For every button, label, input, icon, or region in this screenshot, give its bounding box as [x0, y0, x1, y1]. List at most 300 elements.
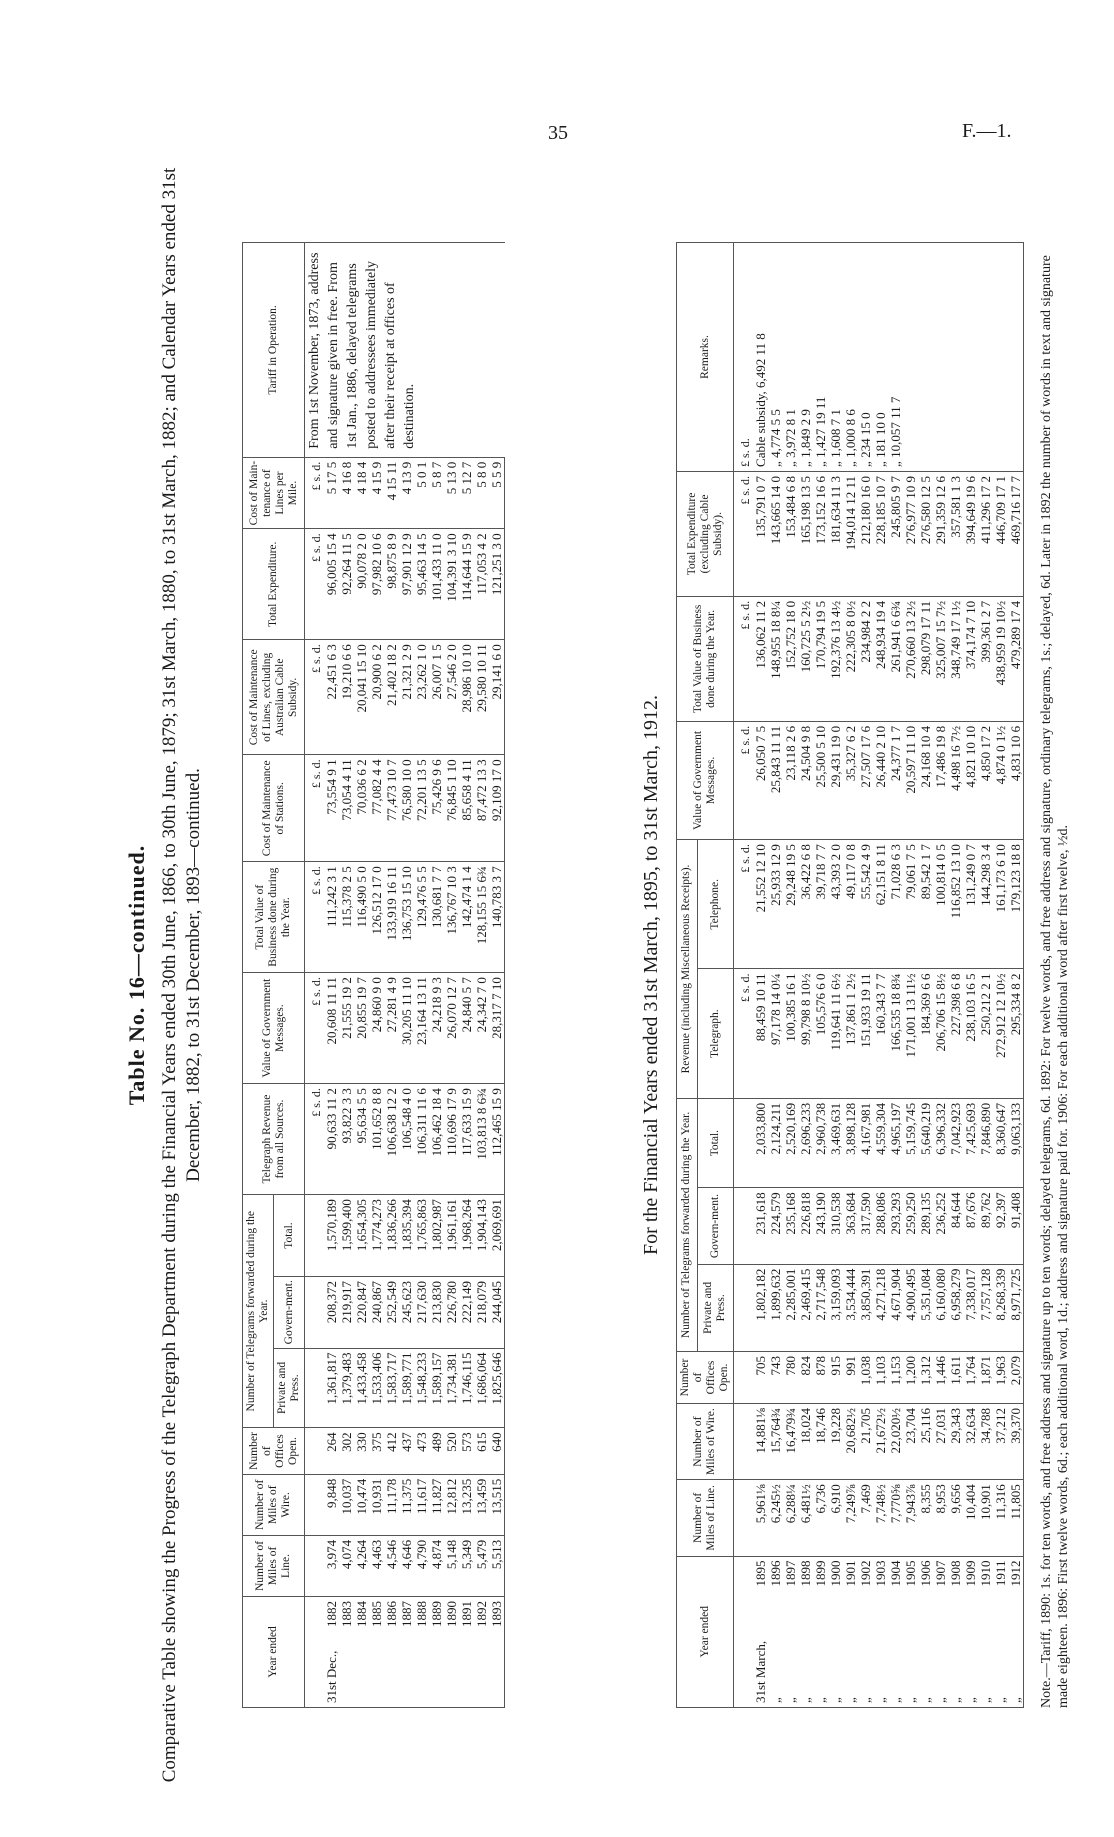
year-label: 1888	[414, 1601, 429, 1628]
table-row	[354, 243, 369, 1708]
cell-business: 148,955 18 8¼	[768, 596, 783, 721]
cell-telegraph: 171,001 13 11½	[903, 969, 918, 1098]
cell-telephone: 62,151 8 11	[873, 840, 888, 969]
cell-govt: 231,618	[753, 1188, 768, 1264]
cell-exp: 357,581 1 3	[948, 471, 963, 596]
cell-wire: 37,212	[993, 1403, 1008, 1479]
cell-lines: 20,041 15 10	[354, 640, 369, 755]
cell-private: 3,159,093	[828, 1264, 843, 1351]
year-label: 1912	[1008, 1560, 1023, 1587]
col-miles-wire: Number of Miles of Wire.	[243, 1474, 305, 1535]
year-label: 1900	[828, 1560, 843, 1587]
blank-cell	[305, 1428, 325, 1474]
cell-gov_value: 26,050 7 5	[753, 721, 768, 839]
cell-business: 170,794 19 5	[813, 596, 828, 721]
unit-label: £ s. d.	[734, 596, 754, 721]
cell-revenue: 106,638 12 2	[384, 1084, 399, 1195]
cell-gov_value: 28,317 7 10	[489, 973, 505, 1084]
cell-total: 1,802,987	[429, 1195, 444, 1277]
cell-gov_value: 21,555 19 2	[339, 973, 354, 1084]
cell-line: 11,805	[1008, 1480, 1024, 1556]
cell-per_mile: 4 15 11	[384, 457, 399, 529]
cell-govt: 243,190	[813, 1188, 828, 1264]
cell-stations: 87,472 13 3	[474, 755, 489, 862]
cell-line: 7,770⅝	[888, 1480, 903, 1556]
table-row	[888, 243, 903, 1708]
cell-per_mile: 5 5 9	[489, 457, 505, 529]
cell-govt: 317,590	[858, 1188, 873, 1264]
unit-label: £ s. d.	[305, 973, 325, 1084]
blank-cell	[734, 1480, 754, 1556]
col2-government-messages: Value of Government Messages.	[677, 721, 734, 839]
table-row	[414, 243, 429, 1708]
cell-offices: 1,312	[918, 1352, 933, 1404]
cell-stations: 75,426 9 6	[429, 755, 444, 862]
cell-lines: 21,321 2 9	[399, 640, 414, 755]
cell-wire: 18,746	[813, 1403, 828, 1479]
cell-wire: 27,031	[933, 1403, 948, 1479]
page-number: 35	[548, 122, 568, 144]
cell-govt: 235,168	[783, 1188, 798, 1264]
cell-per_mile: 5 13 0	[444, 457, 459, 529]
cell-offices: 705	[753, 1352, 768, 1404]
cell-business: 126,512 17 0	[369, 862, 384, 973]
table-row	[993, 243, 1008, 1708]
cell-private: 1,589,157	[429, 1348, 444, 1428]
cell-gov_value: 24,504 9 8	[798, 721, 813, 839]
cell-total: 1,968,264	[459, 1195, 474, 1277]
table-row	[918, 243, 933, 1708]
cell-total: 2,069,691	[489, 1195, 505, 1277]
cell-govt: 259,250	[903, 1188, 918, 1264]
cell-line: 4,074	[339, 1535, 354, 1596]
cell-wire: 13,459	[474, 1474, 489, 1535]
cell-line: 6,288¼	[783, 1480, 798, 1556]
cell-offices: 1,764	[963, 1352, 978, 1404]
footnote-tariff: Note.—Tariff, 1890: 1s. for ten words, and free address and signature up to ten words; delayed telegrams, 6d. 1892: For twelve words, and free address and signature, ordinary telegrams, 1s.; delayed, 6d. Later in 1892 the number of words in text and signature made eighteen. 1896: First twelve words, 6d.; each additional word, 1d.; address and signature paid for. 1906: For each additional word after first twelve, ½d.	[1039, 255, 1071, 1708]
cell-gov_value: 24,342 7 0	[474, 973, 489, 1084]
cell-lines: 29,580 10 11	[474, 640, 489, 755]
cell-offices: 878	[813, 1352, 828, 1404]
cell-business: 248,934 19 4	[873, 596, 888, 721]
year-label: 1902	[858, 1560, 873, 1587]
comparative-table-1882-1893	[242, 242, 505, 1708]
cell-exp: 165,198 13 5	[798, 471, 813, 596]
cell-private: 1,899,632	[768, 1264, 783, 1351]
period-label: „	[948, 1697, 963, 1703]
unit-label: £ s. d.	[734, 471, 754, 596]
cell-gov_value: 30,205 11 10	[399, 973, 414, 1084]
cell-total: 2,520,169	[783, 1098, 798, 1188]
cell-exp: 98,875 8 9	[384, 529, 399, 640]
cell-gov_value: 24,168 10 4	[918, 721, 933, 839]
col2-offices-open: Number of Offices Open.	[677, 1352, 734, 1404]
cell-exp: 212,180 16 0	[858, 471, 873, 596]
table-row	[798, 243, 813, 1708]
table-row	[384, 243, 399, 1708]
col-telegrams-forwarded: Number of Telegrams forwarded during the Year.	[243, 1195, 274, 1428]
cell-telephone: 89,542 1 7	[918, 840, 933, 969]
cell-wire: 14,881⅛	[753, 1403, 768, 1479]
cell-offices: 1,103	[873, 1352, 888, 1404]
cell-govt: 84,644	[948, 1188, 963, 1264]
cell-line: 6,245½	[768, 1480, 783, 1556]
cell-wire: 13,515	[489, 1474, 505, 1535]
cell-remarks	[978, 243, 993, 472]
cell-gov_value: 24,840 5 7	[459, 973, 474, 1084]
cell-govt: 363,684	[843, 1188, 858, 1264]
cell-private: 1,746,115	[459, 1348, 474, 1428]
year-label: 1910	[978, 1560, 993, 1587]
cell-line: 6,910	[828, 1480, 843, 1556]
units-row	[734, 243, 754, 1708]
cell-stations: 72,201 13 5	[414, 755, 429, 862]
col2-private-press: Private and Press.	[697, 1264, 733, 1351]
cell-per_mile: 5 8 7	[429, 457, 444, 529]
cell-business: 479,289 17 4	[1008, 596, 1024, 721]
cell-private: 1,589,771	[399, 1348, 414, 1428]
cell-revenue: 106,462 18 4	[429, 1084, 444, 1195]
cell-total: 4,167,981	[858, 1098, 873, 1188]
col-private-press: Private and Press.	[274, 1348, 305, 1428]
year-label: 1889	[429, 1601, 444, 1628]
cell-business: 136,062 11 2	[753, 596, 768, 721]
cell-line: 7,748½	[873, 1480, 888, 1556]
cell-business: 270,660 13 2½	[903, 596, 918, 721]
cell-telegraph: 160,343 7 7	[873, 969, 888, 1098]
cell-lines: 21,402 18 2	[384, 640, 399, 755]
year-label: 1886	[384, 1601, 399, 1628]
year-cell	[873, 1556, 888, 1707]
cell-stations: 77,082 4 4	[369, 755, 384, 862]
col2-miles-wire: Number of Miles of Wire.	[677, 1403, 734, 1479]
year-cell	[429, 1597, 444, 1708]
blank-cell	[305, 1474, 325, 1535]
cell-per_mile: 4 18 4	[354, 457, 369, 529]
cell-offices: 1,153	[888, 1352, 903, 1404]
blank-cell	[734, 1556, 754, 1707]
cell-business: 374,174 7 10	[963, 596, 978, 721]
cell-business: 438,959 19 10½	[993, 596, 1008, 721]
cell-exp: 194,014 12 11	[843, 471, 858, 596]
year-label: 1885	[369, 1601, 384, 1628]
cell-line: 3,974	[324, 1535, 339, 1596]
cell-total: 2,696,233	[798, 1098, 813, 1188]
cell-business: 399,361 2 7	[978, 596, 993, 721]
year-label: 1898	[798, 1560, 813, 1587]
cell-wire: 11,827	[429, 1474, 444, 1535]
cell-telephone: 79,061 7 5	[903, 840, 918, 969]
cell-business: 133,919 16 11	[384, 862, 399, 973]
cell-business: 325,007 15 7½	[933, 596, 948, 721]
table-row	[324, 243, 339, 1708]
year-cell	[843, 1556, 858, 1707]
cell-gov_value: 20,608 11 11	[324, 973, 339, 1084]
cell-gov_value: 26,070 12 7	[444, 973, 459, 1084]
cell-offices: 412	[384, 1428, 399, 1474]
table-row	[903, 243, 918, 1708]
cell-revenue: 112,465 15 9	[489, 1084, 505, 1195]
year-label: 1911	[993, 1560, 1008, 1587]
cell-gov_value: 25,843 11 11	[768, 721, 783, 839]
cell-offices: 1,446	[933, 1352, 948, 1404]
cell-telephone: 116,852 13 10	[948, 840, 963, 969]
cell-line: 4,463	[369, 1535, 384, 1596]
cell-private: 1,802,182	[753, 1264, 768, 1351]
year-cell	[399, 1597, 414, 1708]
cell-telephone: 131,249 0 7	[963, 840, 978, 969]
col2-total: Total.	[697, 1098, 733, 1188]
unit-label: £ s. d.	[734, 721, 754, 839]
cell-wire: 15,764¾	[768, 1403, 783, 1479]
blank-cell	[734, 1403, 754, 1479]
cell-private: 4,271,218	[873, 1264, 888, 1351]
cell-exp: 97,901 12 9	[399, 529, 414, 640]
cell-total: 3,898,128	[843, 1098, 858, 1188]
cell-telephone: 36,422 6 8	[798, 840, 813, 969]
cell-offices: 991	[843, 1352, 858, 1404]
cell-business: 160,725 5 2½	[798, 596, 813, 721]
cell-line: 8,355	[918, 1480, 933, 1556]
cell-business: 136,767 10 3	[444, 862, 459, 973]
cell-offices: 375	[369, 1428, 384, 1474]
cell-govt: 226,818	[798, 1188, 813, 1264]
cell-exp: 291,359 12 6	[933, 471, 948, 596]
year-cell	[339, 1597, 354, 1708]
cell-remarks	[1008, 243, 1024, 472]
cell-exp: 143,665 14 0	[768, 471, 783, 596]
cell-total: 3,469,631	[828, 1098, 843, 1188]
cell-business: 348,749 17 1½	[948, 596, 963, 721]
cell-private: 1,734,381	[444, 1348, 459, 1428]
cell-wire: 39,370	[1008, 1403, 1024, 1479]
cell-govt: 224,579	[768, 1188, 783, 1264]
cell-total: 4,965,197	[888, 1098, 903, 1188]
year-label: 1896	[768, 1560, 783, 1587]
cell-revenue: 106,548 4 0	[399, 1084, 414, 1195]
cell-offices: 264	[324, 1428, 339, 1474]
cell-offices: 330	[354, 1428, 369, 1474]
cell-offices: 473	[414, 1428, 429, 1474]
col2-remarks: Remarks.	[677, 243, 734, 472]
cell-remarks: „ 1,000 8 6	[843, 243, 858, 472]
year-cell	[444, 1597, 459, 1708]
cell-wire: 34,788	[978, 1403, 993, 1479]
cell-lines: 22,451 6 3	[324, 640, 339, 755]
cell-line: 5,148	[444, 1535, 459, 1596]
cell-revenue: 90,633 11 2	[324, 1084, 339, 1195]
cell-govt: 213,830	[429, 1276, 444, 1348]
cell-private: 5,351,084	[918, 1264, 933, 1351]
cell-stations: 76,845 1 10	[444, 755, 459, 862]
col2-miles-line: Number of Miles of Line.	[677, 1480, 734, 1556]
cell-exp: 181,634 11 3	[828, 471, 843, 596]
cell-lines: 20,900 6 2	[369, 640, 384, 755]
cell-business: 130,681 7 7	[429, 862, 444, 973]
cell-telephone: 21,552 12 10	[753, 840, 768, 969]
period-label: „	[918, 1697, 933, 1703]
cell-line: 4,646	[399, 1535, 414, 1596]
cell-telephone: 55,542 4 9	[858, 840, 873, 969]
cell-line: 7,249⅞	[843, 1480, 858, 1556]
cell-govt: 244,045	[489, 1276, 505, 1348]
period-label: 31st March,	[753, 1640, 768, 1703]
cell-private: 2,717,548	[813, 1264, 828, 1351]
cell-total: 1,835,394	[399, 1195, 414, 1277]
year-cell	[489, 1597, 505, 1708]
comparative-table-1895-1912	[676, 242, 1024, 1708]
year-cell	[768, 1556, 783, 1707]
cell-line: 4,790	[414, 1535, 429, 1596]
col-total-expenditure: Total Expenditure.	[243, 529, 305, 640]
table-row	[444, 243, 459, 1708]
cell-total: 2,124,211	[768, 1098, 783, 1188]
year-label: 1906	[918, 1560, 933, 1587]
cell-remarks: „ 10,057 11 7	[888, 243, 903, 472]
year-cell	[948, 1556, 963, 1707]
cell-business: 234,984 2 2	[858, 596, 873, 721]
table-row	[459, 243, 474, 1708]
col2-telegraph: Telegraph.	[697, 969, 733, 1098]
year-cell	[414, 1597, 429, 1708]
table-row	[858, 243, 873, 1708]
year-cell	[474, 1597, 489, 1708]
cell-exp: 121,251 3 0	[489, 529, 505, 640]
cell-telegraph: 227,398 6 8	[948, 969, 963, 1098]
units-row	[305, 243, 325, 1708]
cell-per_mile: 5 8 0	[474, 457, 489, 529]
col-government: Govern-ment.	[274, 1276, 305, 1348]
cell-govt: 236,252	[933, 1188, 948, 1264]
cell-total: 5,159,745	[903, 1098, 918, 1188]
year-label: 1907	[933, 1560, 948, 1587]
cell-private: 8,268,339	[993, 1264, 1008, 1351]
cell-offices: 1,200	[903, 1352, 918, 1404]
cell-total: 1,765,863	[414, 1195, 429, 1277]
blank-cell	[305, 1276, 325, 1348]
year-label: 1890	[444, 1601, 459, 1628]
cell-offices: 437	[399, 1428, 414, 1474]
cell-gov_value: 4,850 17 2	[978, 721, 993, 839]
tariff-text: From 1st November, 1873, address and signature given in free. From 1st Jan., 1886, delayed telegrams posted to addressees immediately after their receipt at offices of destination.	[305, 243, 505, 458]
year-label: 1903	[873, 1560, 888, 1587]
period-label: „	[858, 1697, 873, 1703]
cell-govt: 310,538	[828, 1188, 843, 1264]
cell-wire: 13,235	[459, 1474, 474, 1535]
table-row	[933, 243, 948, 1708]
year-label: 1897	[783, 1560, 798, 1587]
cell-business: 136,753 15 10	[399, 862, 414, 973]
cell-govt: 92,397	[993, 1188, 1008, 1264]
col-government-messages: Value of Government Messages.	[243, 973, 305, 1084]
period-label: „	[828, 1697, 843, 1703]
cell-business: 261,941 6 6¾	[888, 596, 903, 721]
cell-business: 116,490 5 0	[354, 862, 369, 973]
table2-title: For the Financial Years ended 31st March, 1895, to 31st March, 1912.	[640, 695, 662, 1255]
table-row	[339, 243, 354, 1708]
cell-total: 7,042,923	[948, 1098, 963, 1188]
cell-line: 5,961⅛	[753, 1480, 768, 1556]
year-cell	[753, 1556, 768, 1707]
col-miles-line: Number of Miles of Line.	[243, 1535, 305, 1596]
table-row	[948, 243, 963, 1708]
cell-stations: 73,554 9 1	[324, 755, 339, 862]
cell-lines: 27,546 2 0	[444, 640, 459, 755]
period-label: „	[873, 1697, 888, 1703]
col2-year-ended: Year ended	[677, 1556, 734, 1707]
cell-telegraph: 97,178 14 0¼	[768, 969, 783, 1098]
period-label: „	[993, 1697, 1008, 1703]
cell-telephone: 49,117 0 8	[843, 840, 858, 969]
cell-telegraph: 166,535 18 8¾	[888, 969, 903, 1098]
cell-exp: 135,791 0 7	[753, 471, 768, 596]
year-label: 1904	[888, 1560, 903, 1587]
cell-wire: 11,178	[384, 1474, 399, 1535]
cell-private: 1,533,406	[369, 1348, 384, 1428]
cell-business: 140,783 3 7	[489, 862, 505, 973]
cell-gov_value: 26,440 2 10	[873, 721, 888, 839]
cell-govt: 289,135	[918, 1188, 933, 1264]
cell-govt: 91,408	[1008, 1188, 1024, 1264]
cell-business: 111,242 3 1	[324, 862, 339, 973]
period-label: „	[813, 1697, 828, 1703]
unit-label: £ s. d.	[734, 969, 754, 1098]
cell-business: 128,155 15 6¾	[474, 862, 489, 973]
cell-wire: 22,020½	[888, 1403, 903, 1479]
year-cell	[918, 1556, 933, 1707]
cell-wire: 32,634	[963, 1403, 978, 1479]
cell-telephone: 25,933 12 9	[768, 840, 783, 969]
cell-total: 1,904,143	[474, 1195, 489, 1277]
col-cost-per-mile: Cost of Main-tenance of Lines per Mile.	[243, 457, 305, 529]
cell-govt: 208,372	[324, 1276, 339, 1348]
year-cell	[324, 1597, 339, 1708]
col-maint-lines: Cost of Maintenance of Lines, excluding Australian Cable Subsidy.	[243, 640, 305, 755]
blank-cell	[734, 1188, 754, 1264]
cell-wire: 10,037	[339, 1474, 354, 1535]
cell-telegraph: 184,369 6 6	[918, 969, 933, 1098]
unit-label: £ s. d.	[305, 755, 325, 862]
cell-telephone: 43,393 2 0	[828, 840, 843, 969]
cell-gov_value: 4,821 10 10	[963, 721, 978, 839]
cell-telephone: 161,173 6 10	[993, 840, 1008, 969]
cell-line: 4,874	[429, 1535, 444, 1596]
year-cell	[903, 1556, 918, 1707]
cell-govt: 89,762	[978, 1188, 993, 1264]
cell-offices: 573	[459, 1428, 474, 1474]
cell-per_mile: 5 17 5	[324, 457, 339, 529]
cell-govt: 222,149	[459, 1276, 474, 1348]
cell-offices: 743	[768, 1352, 783, 1404]
cell-remarks: „ 234 15 0	[858, 243, 873, 472]
cell-govt: 218,079	[474, 1276, 489, 1348]
year-label: 1909	[963, 1560, 978, 1587]
year-cell	[978, 1556, 993, 1707]
cell-private: 8,971,725	[1008, 1264, 1024, 1351]
col2-government: Govern-ment.	[697, 1188, 733, 1264]
cell-exp: 394,649 19 6	[963, 471, 978, 596]
cell-total: 7,846,890	[978, 1098, 993, 1188]
cell-exp: 104,391 3 10	[444, 529, 459, 640]
year-label: 1895	[753, 1560, 768, 1587]
cell-gov_value: 23,164 13 11	[414, 973, 429, 1084]
unit-label: £ s. d.	[305, 640, 325, 755]
cell-exp: 469,716 17 7	[1008, 471, 1024, 596]
cell-line: 6,481½	[798, 1480, 813, 1556]
cell-gov_value: 24,860 9 0	[369, 973, 384, 1084]
year-cell	[993, 1556, 1008, 1707]
cell-revenue: 106,311 11 6	[414, 1084, 429, 1195]
